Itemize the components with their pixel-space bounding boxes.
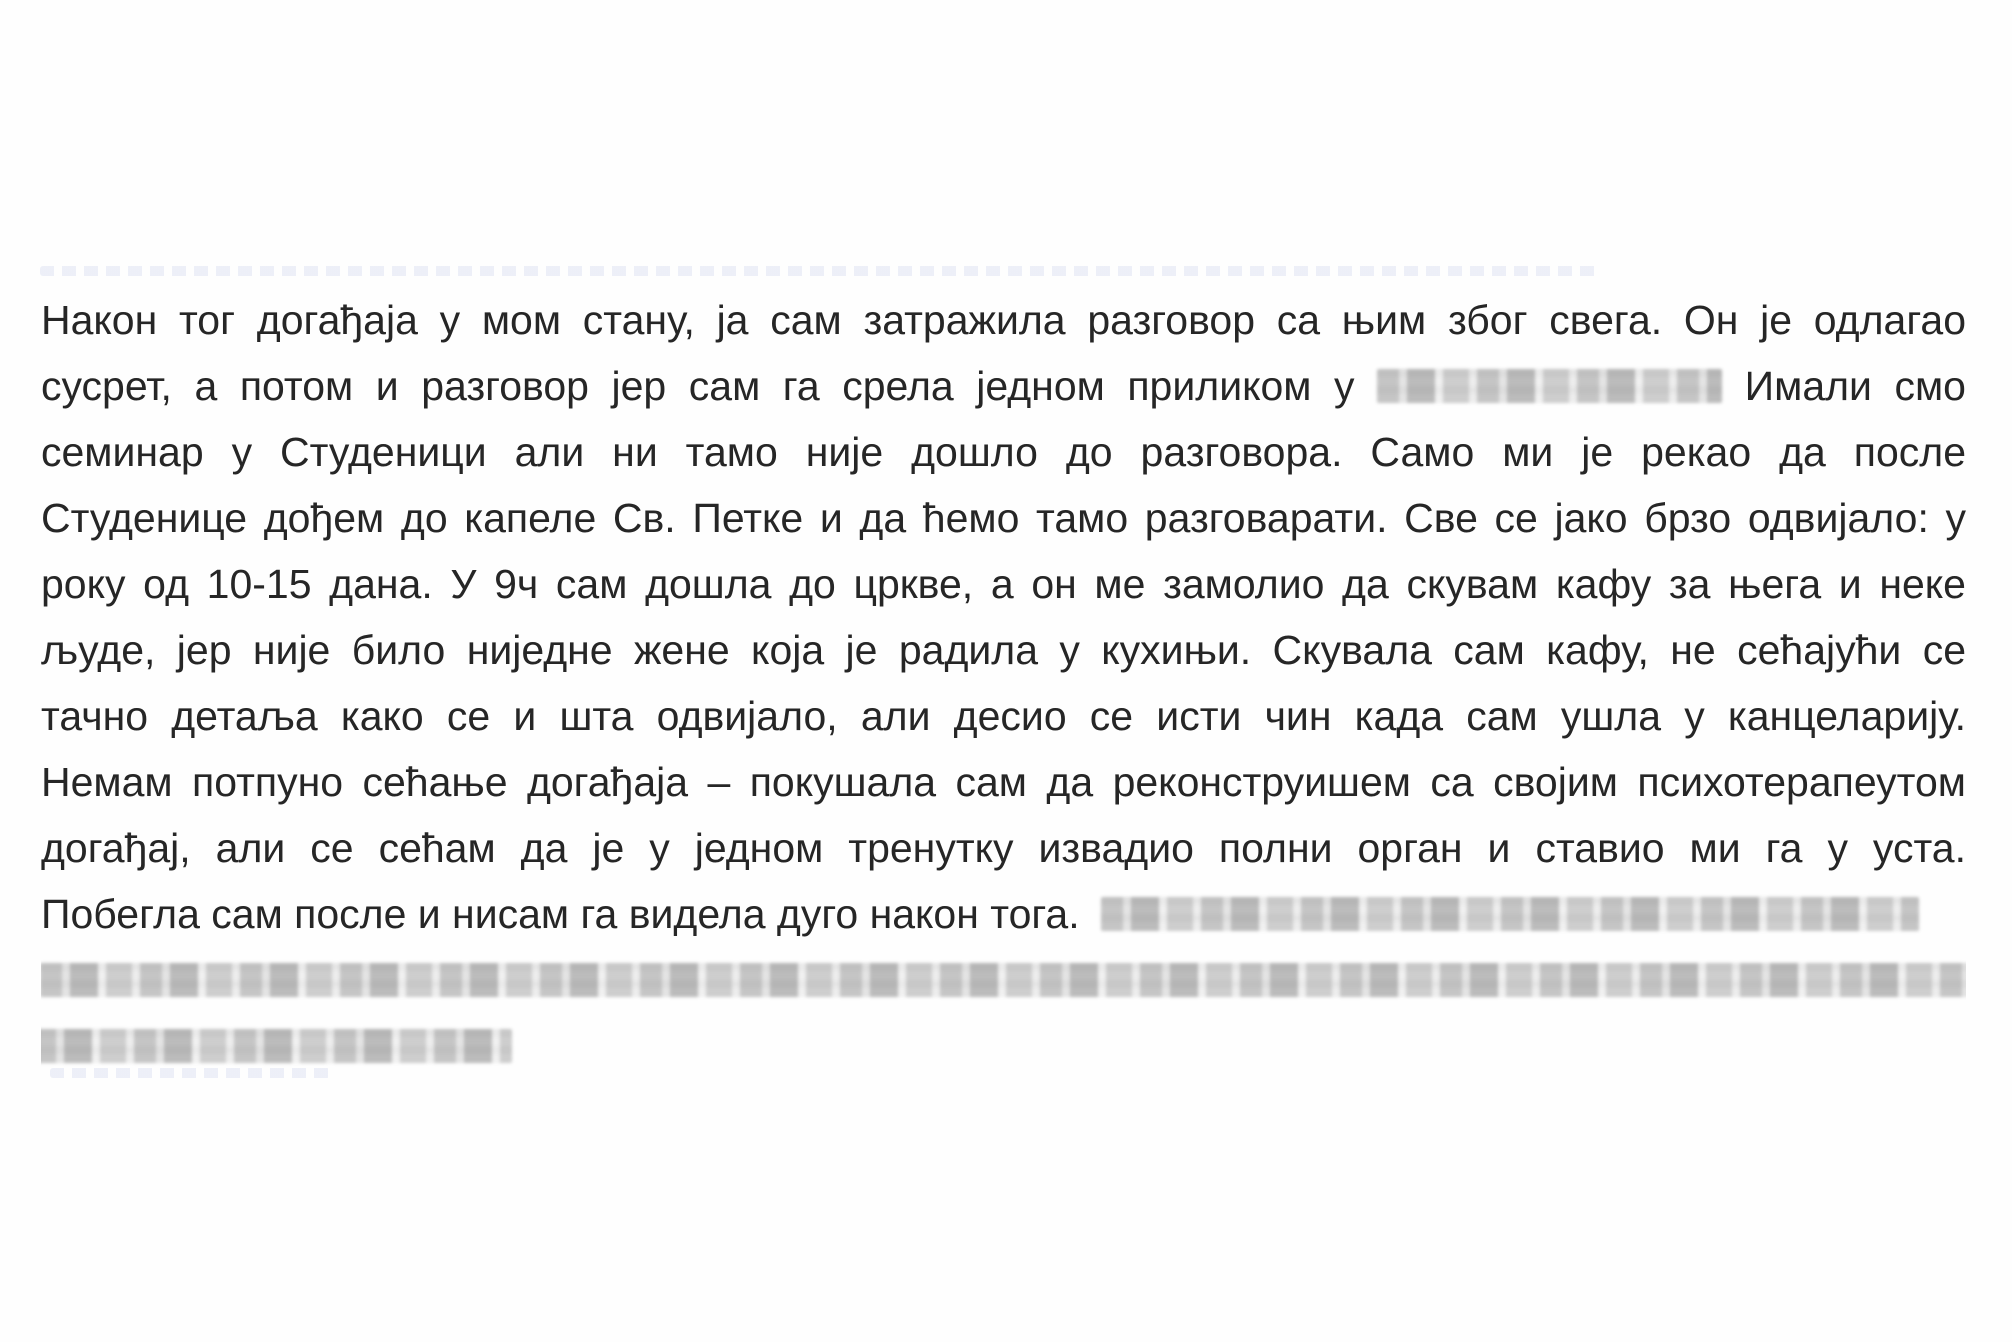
redacted-text-block <box>41 1029 512 1063</box>
text-fragment-before-redaction: Побегла сам после и нисам га видела дуго након тога. <box>41 891 1080 937</box>
text-line-4: Студенице дођем до капеле Св. Петке и да ћемо тамо разговарати. Све се јако брзо одвијало: у <box>41 495 1966 541</box>
statement-text <box>41 287 1966 1079</box>
text-line-2 <box>41 353 1966 419</box>
text-line-9: догађај, али се сећам да је у једном тренутку извадио полни орган и ставио ми га у уста. <box>41 825 1966 871</box>
text-line-10 <box>41 881 1966 947</box>
text-line-6: људе, јер није било ниједне жене која је радила у кухињи. Скувала сам кафу, не сећајући се <box>41 627 1966 673</box>
text-line-12 <box>41 1013 1966 1079</box>
redacted-place-name <box>1377 369 1722 403</box>
redacted-text-block <box>1101 897 1919 931</box>
text-line-11 <box>41 947 1966 1013</box>
text-line-8: Немам потпуно сећање догађаја – покушала сам да реконструишем са својим психотерапеутом <box>41 759 1966 805</box>
redacted-text-block <box>41 963 1966 997</box>
text-line-1: Након тог догађаја у мом стану, ја сам затражила разговор са њим због свега. Он је одлагао <box>41 297 1966 343</box>
text-line-5: року од 10-15 дана. У 9ч сам дошла до цркве, а он ме замолио да скувам кафу за њега и неке <box>41 561 1966 607</box>
text-line-3: семинар у Студеници али ни тамо није дошло до разговора. Само ми је рекао да после <box>41 429 1966 475</box>
bleed-through-mark-top <box>40 266 1600 276</box>
text-fragment-before-redaction: сусрет, а потом и разговор јер сам га срела једном приликом у <box>41 363 1355 409</box>
text-fragment-after-redaction: Имали смо <box>1744 363 1966 409</box>
text-line-7: тачно детаља како се и шта одвијало, али десио се исти чин када сам ушла у канцеларију. <box>41 693 1966 739</box>
